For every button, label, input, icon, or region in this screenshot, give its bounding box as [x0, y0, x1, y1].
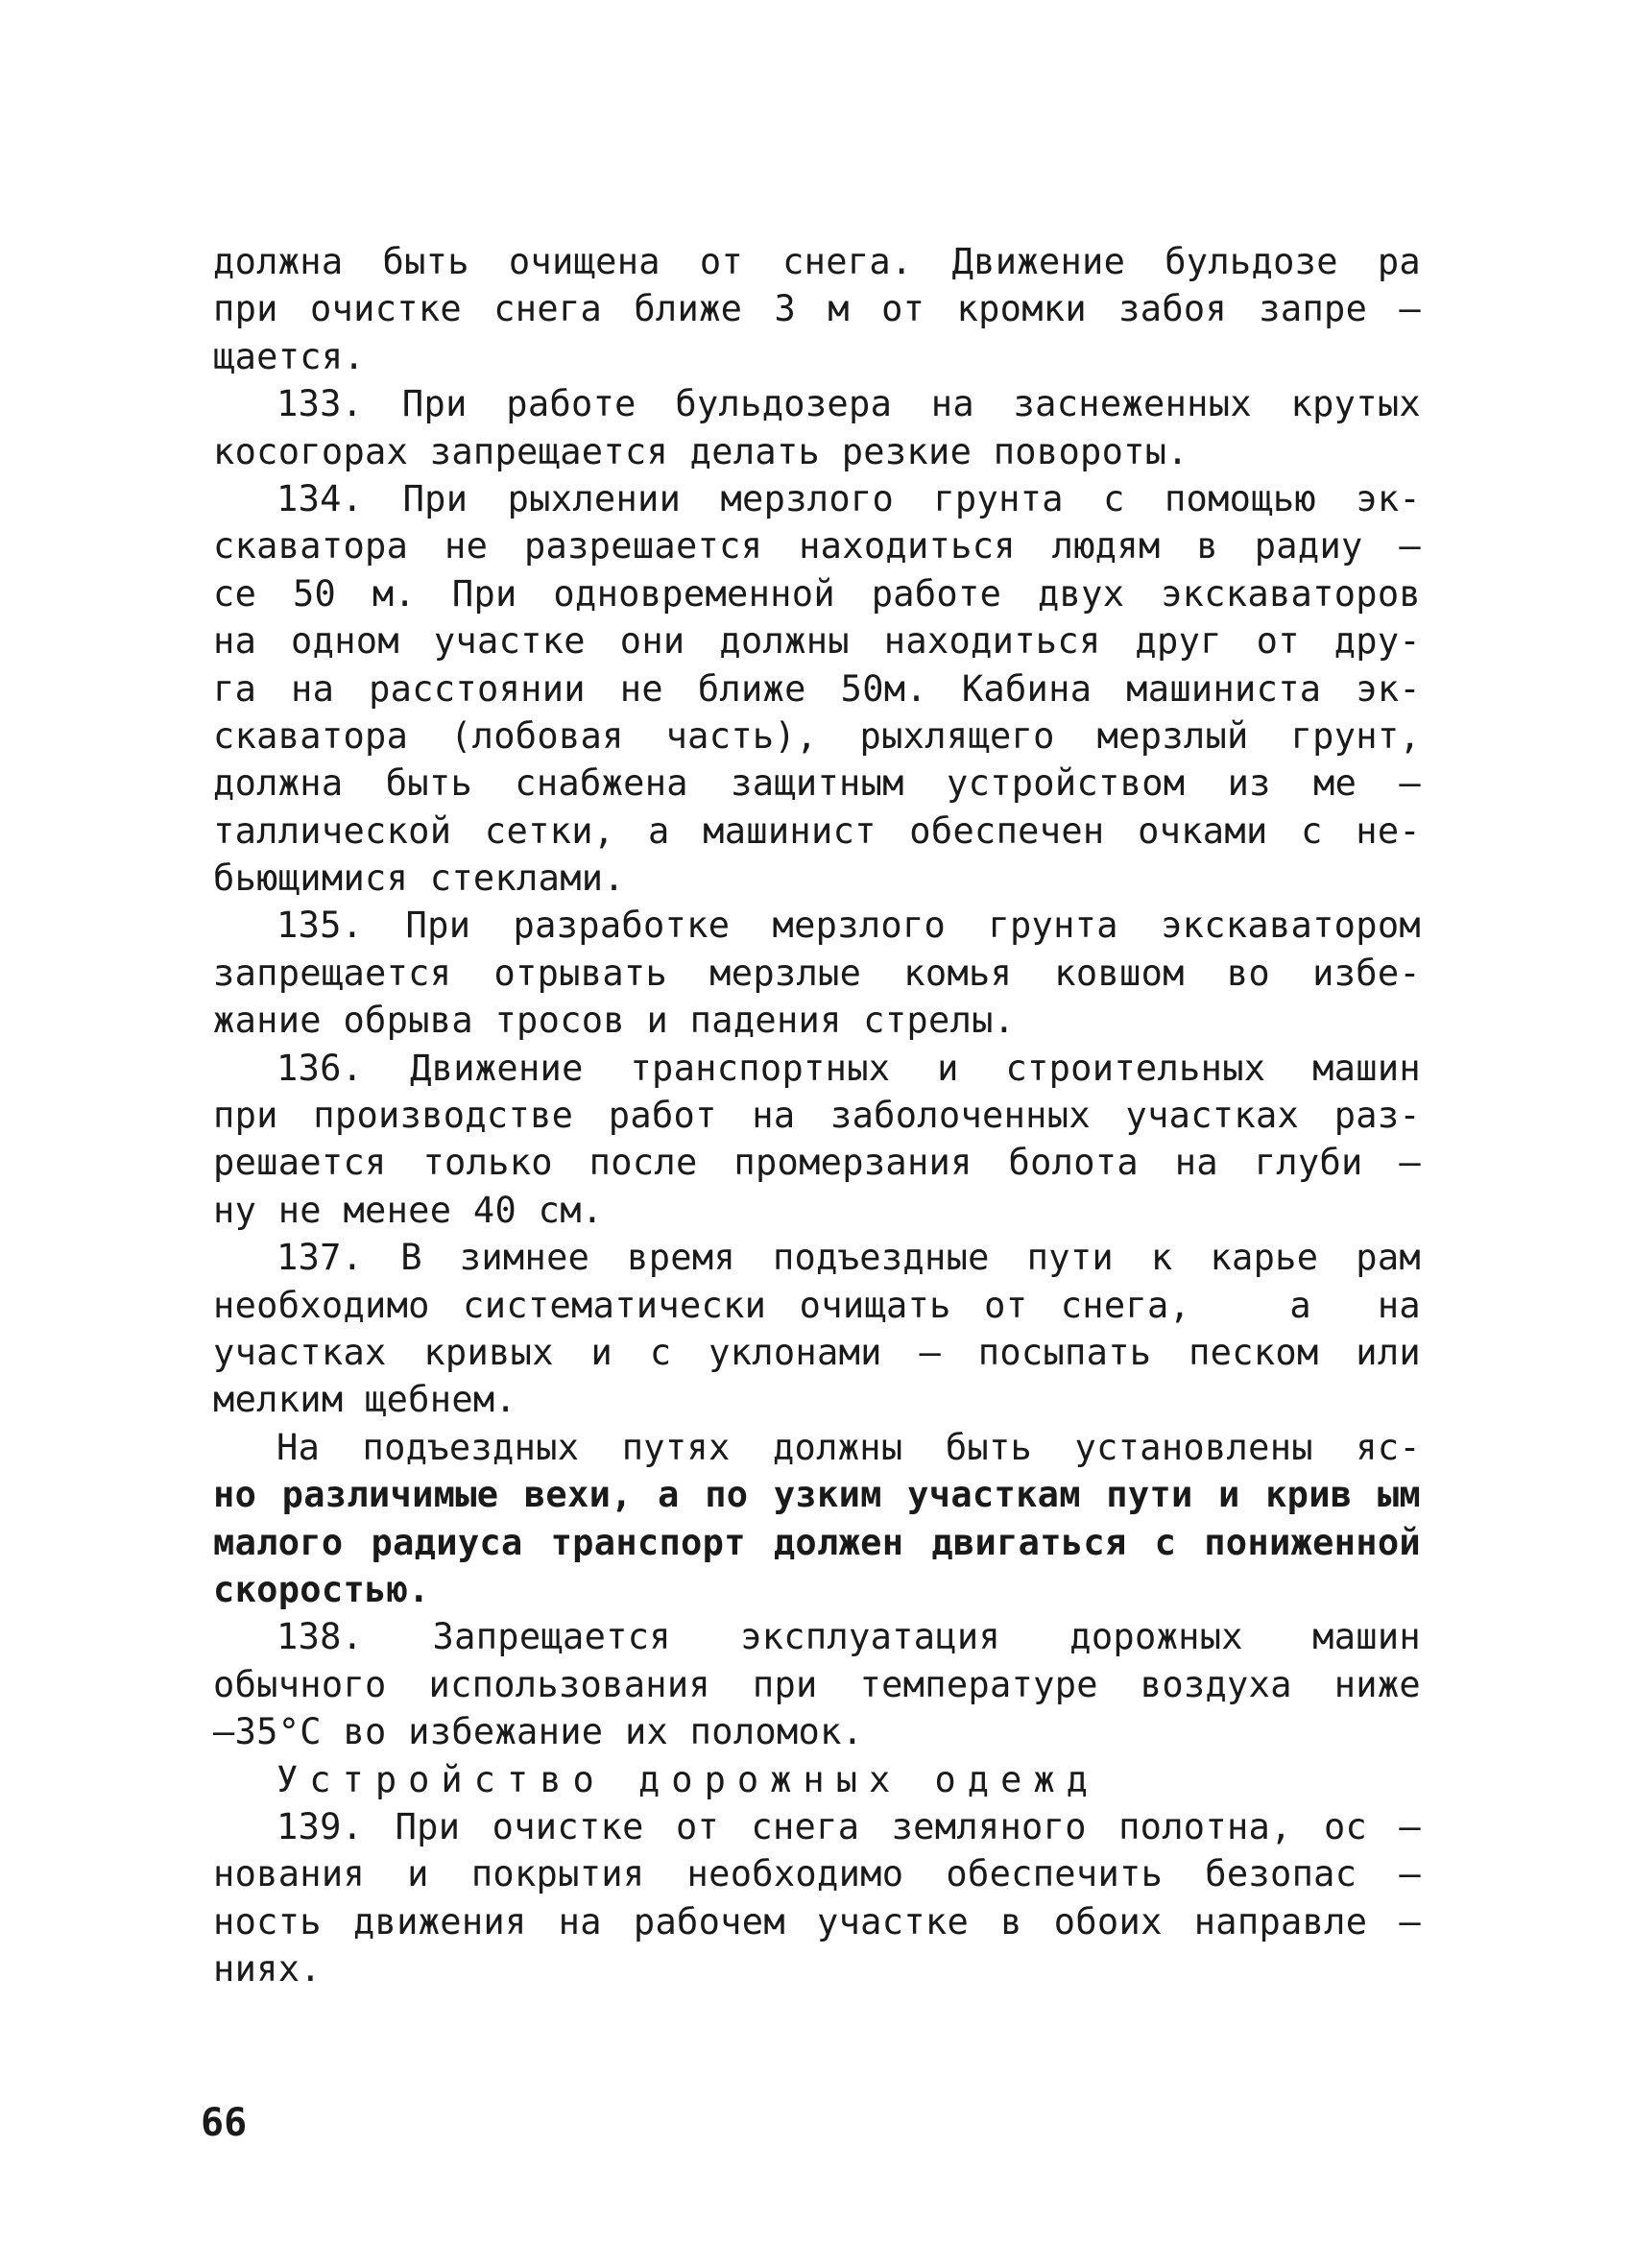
paragraph-135-start: 135. При разработке мерзлого грунта экскаватором [276, 905, 1421, 947]
text-line: таллической сетки, а машинист обеспечен очками с не- [213, 809, 1421, 852]
text-line: при очистке снега ближе 3 м от кромки забоя запре – [213, 288, 1421, 330]
page-number: 66 [201, 2101, 248, 2145]
text-line: должна быть снабжена защитным устройством из ме – [213, 762, 1421, 805]
text-line: щается. [213, 335, 366, 377]
text-line: должна быть очищена от снега. Движение бульдозе ра [213, 241, 1421, 282]
paragraph-138-start: 138. Запрещается эксплуатация дорожных машин [276, 1616, 1421, 1658]
text-line: участках кривых и с уклонами – посыпать песком или [213, 1331, 1421, 1373]
text-line: ниях. [213, 1948, 322, 1991]
text-line: при производстве работ на заболоченных участках раз- [213, 1095, 1421, 1137]
text-line: га на расстоянии не ближе 50м. Кабина машиниста эк- [213, 667, 1421, 710]
text-line: жание обрыва тросов и падения стрелы. [213, 1000, 1016, 1042]
body-text [213, 238, 1421, 1992]
section-heading: Устройство дорожных одежд [276, 1758, 1099, 1800]
text-line: обычного использования при температуре воздуха ниже [213, 1663, 1421, 1705]
text-line: косогорах запрещается делать резкие повороты. [213, 430, 1189, 472]
text-line: –35°С во избежание их поломок. [213, 1711, 864, 1753]
text-line: нования и покрытия необходимо обеспечить безопас – [213, 1853, 1421, 1895]
text-line: скоростью. [213, 1568, 430, 1610]
paragraph-136-start: 136. Движение транспортных и строительных машин [276, 1047, 1421, 1089]
paragraph-137-start: 137. В зимнее время подъездные пути к карье рам [276, 1237, 1421, 1279]
paragraph-134-start: 134. При рыхлении мерзлого грунта с помощью эк- [276, 477, 1421, 519]
text-line: ность движения на рабочем участке в обоих направле – [213, 1900, 1421, 1942]
text-line: ну не менее 40 см. [213, 1189, 604, 1231]
paragraph-139-start: 139. При очистке от снега земляного полотна, ос – [276, 1805, 1421, 1847]
text-line: необходимо систематически очищать от снега, а на [213, 1284, 1421, 1326]
text-line: бьющимися стеклами. [213, 857, 625, 900]
paragraph-133-start: 133. При работе бульдозера на заснеженных крутых [276, 383, 1421, 425]
text-line: решается только после промерзания болота на глуби – [213, 1142, 1421, 1184]
paragraph-start: На подъездных путях должны быть установлены яс- [276, 1426, 1421, 1468]
text-line: но различимые вехи, а по узким участкам пути и крив ым [213, 1474, 1421, 1516]
text-line: малого радиуса транспорт должен двигаться с пониженной [213, 1521, 1421, 1563]
text-line: скаватора (лобовая часть), рыхлящего мерзлый грунт, [213, 714, 1421, 757]
text-line: на одном участке они должны находиться друг от дру- [213, 620, 1421, 663]
text-line: запрещается отрывать мерзлые комья ковшом во избе- [213, 952, 1421, 994]
text-line: мелким щебнем. [213, 1379, 517, 1421]
text-line: се 50 м. При одновременной работе двух экскаваторов [213, 572, 1421, 615]
text-line: скаватора не разрешается находиться людям в радиу – [213, 525, 1421, 567]
